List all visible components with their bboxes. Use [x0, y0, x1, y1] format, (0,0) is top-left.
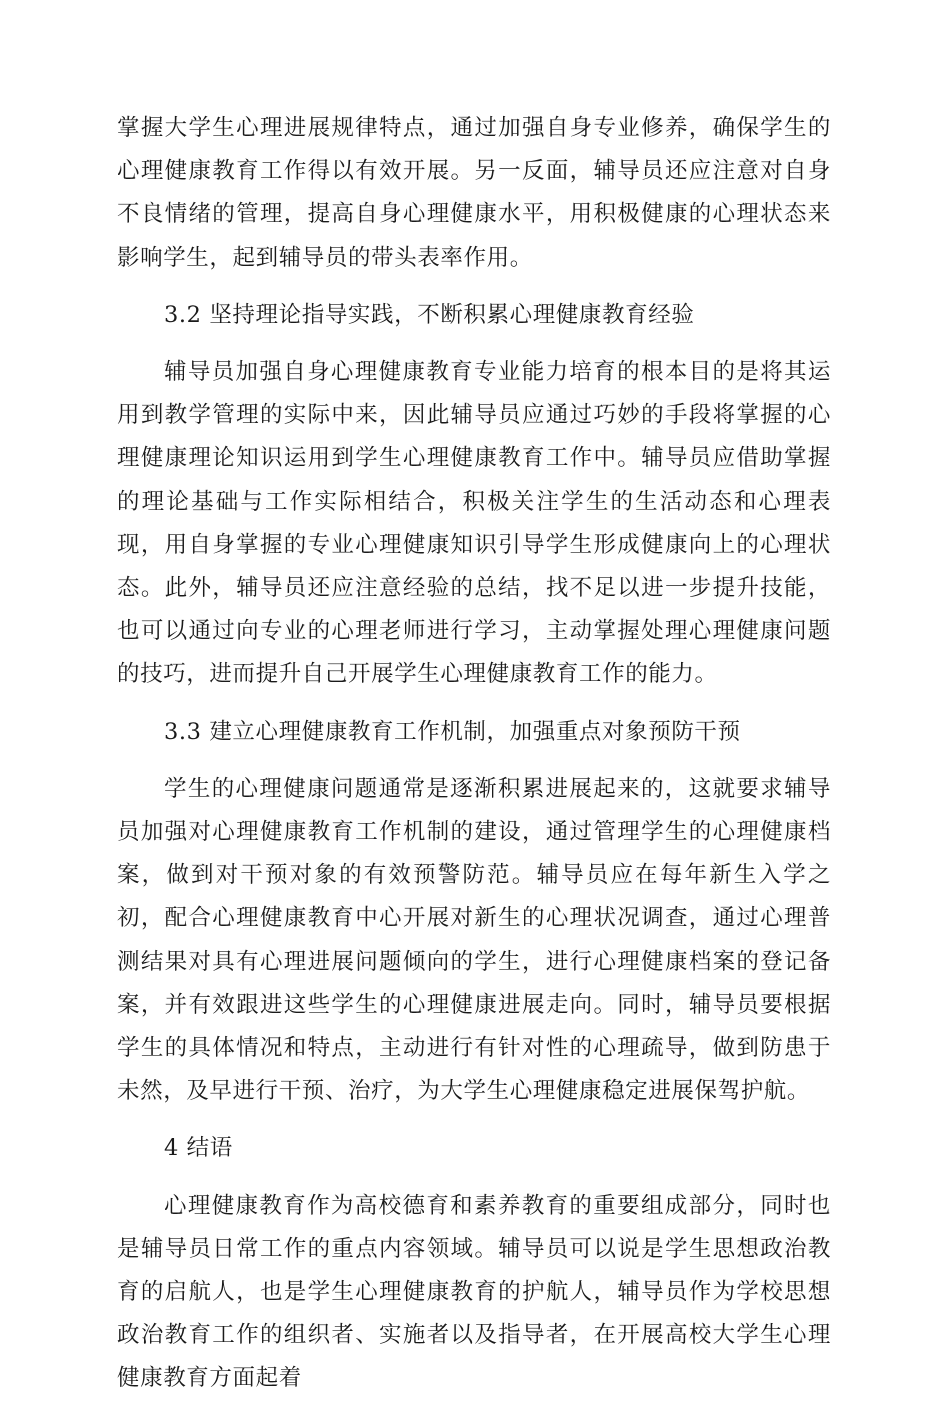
paragraph-3-2: 辅导员加强自身心理健康教育专业能力培育的根本目的是将其运用到教学管理的实际中来，因此辅导员应通过巧妙的手段将掌握的心理健康理论知识运用到学生心理健康教育工作中。辅导员应借助掌握的理论基础与工作实际相结合，积极关注学生的生活动态和心理表现，用自身掌握的专业心理健康知识引导学生形成健康向上的心理状态。此外，辅导员还应注意经验的总结，找不足以进一步提升技能，也可以通过向专业的心理老师进行学习，主动掌握处理心理健康问题的技巧，进而提升自己开展学生心理健康教育工作的能力。: [117, 359, 831, 688]
document-page: [117, 107, 831, 1415]
paragraph-3-3: 学生的心理健康问题通常是逐渐积累进展起来的，这就要求辅导员加强对心理健康教育工作机制的建设，通过管理学生的心理健康档案，做到对干预对象的有效预警防范。辅导员应在每年新生入学之初，配合心理健康教育中心开展对新生的心理状况调查，通过心理普测结果对具有心理进展问题倾向的学生，进行心理健康档案的登记备案，并有效跟进这些学生的心理健康进展走向。同时，辅导员要根据学生的具体情况和特点，主动进行有针对性的心理疏导，做到防患于未然，及早进行干预、治疗，为大学生心理健康稳定进展保驾护航。: [117, 775, 831, 1105]
section-heading-3-2: 3.2 坚持理论指导实践，不断积累心理健康教育经验: [164, 301, 695, 328]
paragraph-4: 心理健康教育作为高校德育和素养教育的重要组成部分，同时也是辅导员日常工作的重点内容领域。辅导员可以说是学生思想政治教育的启航人，也是学生心理健康教育的护航人，辅导员作为学校思想政治教育工作的组织者、实施者以及指导者，在开展高校大学生心理健康教育方面起着: [117, 1192, 831, 1392]
section-heading-3-3: 3.3 建立心理健康教育工作机制，加强重点对象预防干预: [164, 718, 741, 745]
paragraph-continuation: 掌握大学生心理进展规律特点，通过加强自身专业修养，确保学生的心理健康教育工作得以有效开展。另一反面，辅导员还应注意对自身不良情绪的管理，提高自身心理健康水平，用积极健康的心理状态来影响学生，起到辅导员的带头表率作用。: [117, 115, 831, 271]
section-heading-4: 4 结语: [164, 1135, 233, 1162]
